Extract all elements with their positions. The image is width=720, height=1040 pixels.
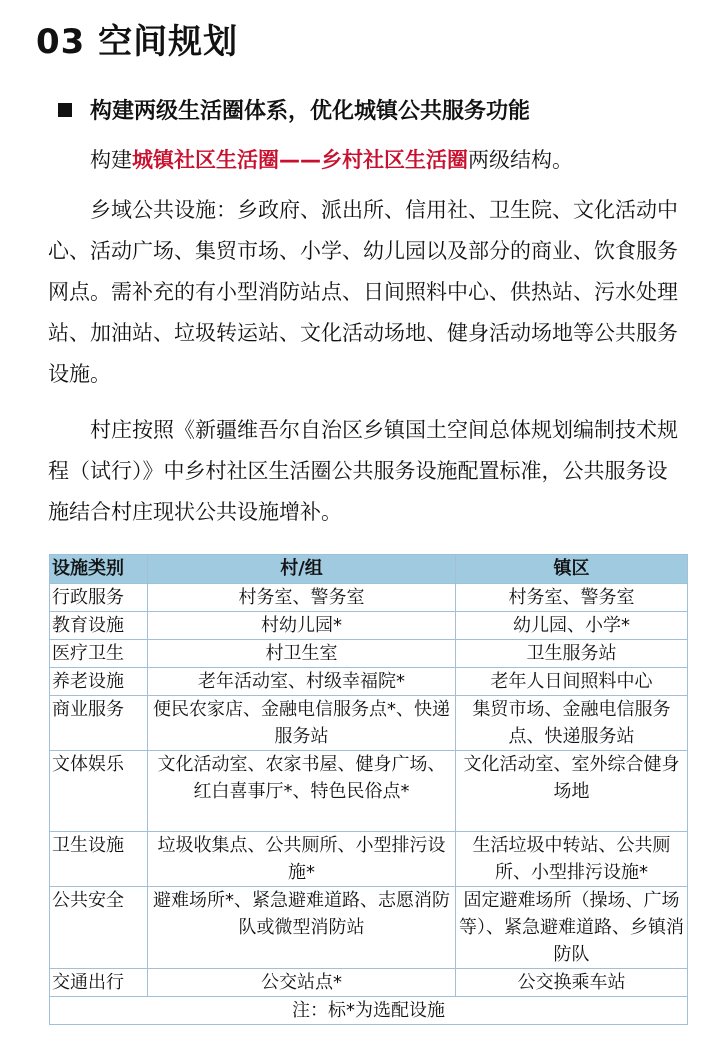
table-row <box>50 696 688 751</box>
subheading-text: 构建两级生活圈体系，优化城镇公共服务功能 <box>90 99 531 124</box>
cell-town: 幼儿园、小学* <box>456 612 688 640</box>
cell-category: 医疗卫生 <box>50 640 148 668</box>
header-village: 村/组 <box>148 555 456 584</box>
section-subheading <box>58 94 530 125</box>
cell-town: 公交换乘车站 <box>456 969 688 997</box>
cell-category: 卫生设施 <box>50 832 148 887</box>
cell-village: 公交站点* <box>148 969 456 997</box>
cell-category: 商业服务 <box>50 696 148 751</box>
cell-village: 村幼儿园* <box>148 612 456 640</box>
cell-village: 文化活动室、农家书屋、健身广场、红白喜事厅*、特色民俗点* <box>148 751 456 832</box>
cell-town: 村务室、警务室 <box>456 584 688 612</box>
p1-post: 两级结构。 <box>468 148 573 172</box>
paragraph-structure <box>48 140 678 181</box>
cell-village: 便民农家店、金融电信服务点*、快递服务站 <box>148 696 456 751</box>
facility-table <box>49 554 688 1025</box>
table-row <box>50 612 688 640</box>
table-row <box>50 969 688 997</box>
table-header-row <box>50 555 688 584</box>
table-row <box>50 640 688 668</box>
p1-highlight: 城镇社区生活圈——乡村社区生活圈 <box>132 148 468 172</box>
cell-town: 文化活动室、室外综合健身场地 <box>456 751 688 832</box>
paragraph-facilities: 乡域公共设施：乡政府、派出所、信用社、卫生院、文化活动中心、活动广场、集贸市场、小学、幼儿园以及部分的商业、饮食服务网点。需补充的有小型消防站点、日间照料中心、供热站、污水处理站、加油站、垃圾转运站、文化活动场地、健身活动场地等公共服务设施。 <box>48 198 678 386</box>
cell-category: 文体娱乐 <box>50 751 148 832</box>
cell-village: 避难场所*、紧急避难道路、志愿消防队或微型消防站 <box>148 887 456 969</box>
table-row <box>50 751 688 832</box>
square-bullet-icon <box>58 103 72 117</box>
cell-village: 老年活动室、村级幸福院* <box>148 668 456 696</box>
cell-category: 教育设施 <box>50 612 148 640</box>
cell-village: 垃圾收集点、公共厕所、小型排污设施* <box>148 832 456 887</box>
cell-village: 村务室、警务室 <box>148 584 456 612</box>
cell-town: 老年人日间照料中心 <box>456 668 688 696</box>
header-town: 镇区 <box>456 555 688 584</box>
table-row <box>50 584 688 612</box>
page-title: 03 空间规划 <box>36 22 239 62</box>
table-row <box>50 668 688 696</box>
table-row <box>50 832 688 887</box>
paragraph-village-standard: 村庄按照《新疆维吾尔自治区乡镇国土空间总体规划编制技术规程（试行）》中乡村社区生活圈公共服务设施配置标准，公共服务设施结合村庄现状公共设施增补。 <box>48 418 678 524</box>
cell-town: 生活垃圾中转站、公共厕所、小型排污设施* <box>456 832 688 887</box>
cell-category: 交通出行 <box>50 969 148 997</box>
table-row <box>50 887 688 969</box>
cell-category: 养老设施 <box>50 668 148 696</box>
cell-town: 固定避难场所（操场、广场等）、紧急避难道路、乡镇消防队 <box>456 887 688 969</box>
cell-village: 村卫生室 <box>148 640 456 668</box>
p1-pre: 构建 <box>90 148 132 172</box>
cell-category: 行政服务 <box>50 584 148 612</box>
cell-town: 卫生服务站 <box>456 640 688 668</box>
header-category: 设施类别 <box>50 555 148 584</box>
table-note-row <box>50 997 688 1025</box>
cell-category: 公共安全 <box>50 887 148 969</box>
table-note: 注：标*为选配设施 <box>50 997 688 1025</box>
cell-town: 集贸市场、金融电信服务点、快递服务站 <box>456 696 688 751</box>
